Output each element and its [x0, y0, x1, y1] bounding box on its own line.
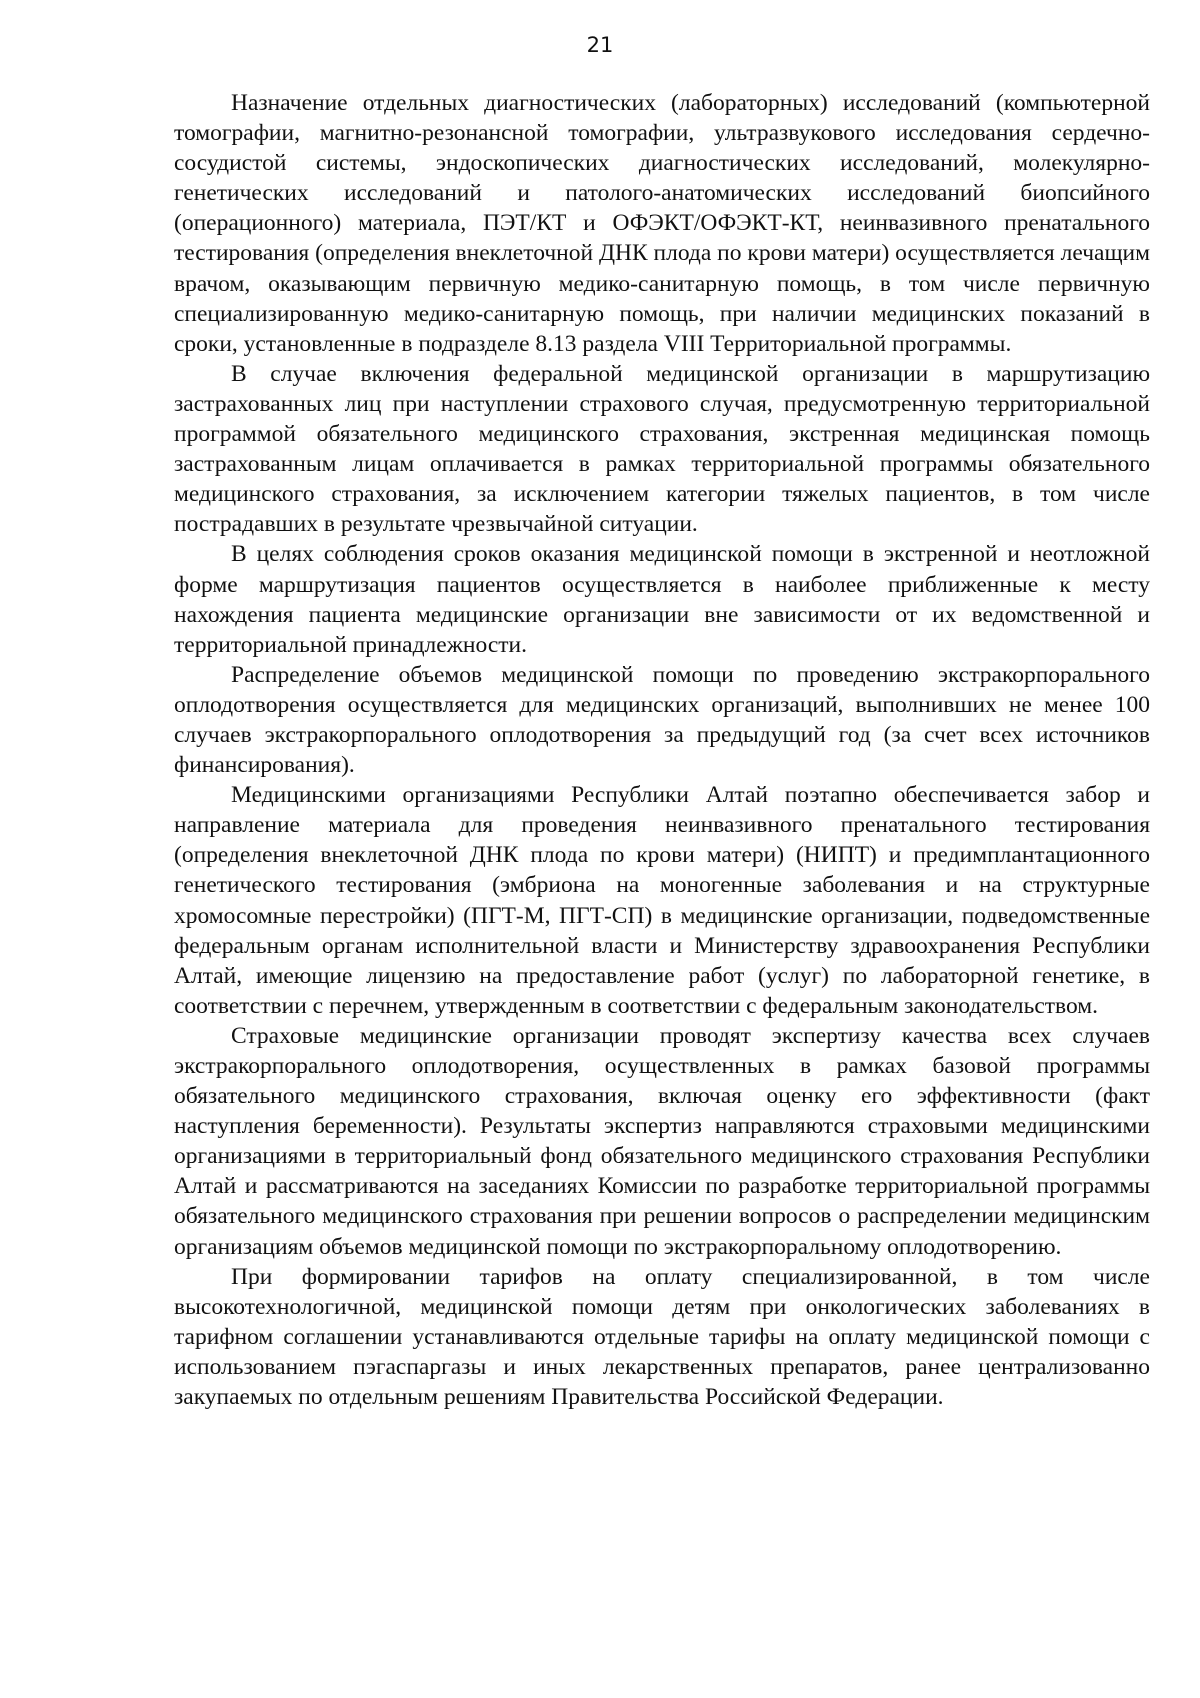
paragraph-ivf-volume: Распределение объемов медицинской помощи по проведению экстракорпорального оплодотворения осуществляется для медицинских организаций, выполнивших не менее 100 случаев экстракорпорального оплодотворения за предыдущий год (за счет всех источников финансирования). [174, 661, 1150, 779]
document-body [174, 88, 1150, 1412]
paragraph-ivf-expertise: Страховые медицинские организации проводят экспертизу качества всех случаев экстракорпорального оплодотворения, осуществленных в рамках базовой программы обязательного медицинского страхования, включая оценку его эффективности (факт наступления беременности). Результаты экспертиз направляются страховыми медицинскими организациями в территориальный фонд обязательного медицинского страхования Республики Алтай и рассматриваются на заседаниях Комиссии по разработке территориальной программы обязательного медицинского страхования при решении вопросов о распределении медицинским организациям объемов медицинской помощи по экстракорпоральному оплодотворению. [174, 1022, 1150, 1260]
paragraph-genetic-testing: Медицинскими организациями Республики Алтай поэтапно обеспечивается забор и направление материала для проведения неинвазивного пренатального тестирования (определения внеклеточной ДНК плода по крови матери) (НИПТ) и предимплантационного генетического тестирования (эмбриона на моногенные заболевания и на структурные хромосомные перестройки) (ПГТ-М, ПГТ-СП) в медицинские организации, подведомственные федеральным органам исполнительной власти и Министерству здравоохранения Республики Алтай, имеющие лицензию на предоставление работ (услуг) по лабораторной генетике, в соответствии с перечнем, утвержденным в соответствии с федеральным законодательством. [174, 782, 1150, 1019]
paragraph-emergency-routing: В целях соблюдения сроков оказания медицинской помощи в экстренной и неотложной форме маршрутизация пациентов осуществляется в наиболее приближенные к месту нахождения пациента медицинские организации вне зависимости от их ведомственной и территориальной принадлежности. [174, 541, 1150, 658]
paragraph-tariffs: При формировании тарифов на оплату специализированной, в том числе высокотехнологичной, медицинской помощи детям при онкологических заболеваниях в тарифном соглашении устанавливаются отдельные тарифы на оплату медицинской помощи с использованием пэгаспаргазы и иных лекарственных препаратов, ранее централизованно закупаемых по отдельным решениям Правительства Российской Федерации. [174, 1263, 1150, 1411]
page-number: 21 [586, 33, 614, 57]
paragraph-diagnostic-studies: Назначение отдельных диагностических (лабораторных) исследований (компьютерной томографии, магнитно-резонансной томографии, ультразвукового исследования сердечно-сосудистой системы, эндоскопических диагностических исследований, молекулярно-генетических исследований и патолого-анатомических исследований биопсийного (операционного) материала, ПЭТ/КТ и ОФЭКТ/ОФЭКТ-КТ, неинвазивного пренатального тестирования (определения внеклеточной ДНК плода по крови матери) осуществляется лечащим врачом, оказывающим первичную медико-санитарную помощь, в том числе первичную специализированную медико-санитарную помощь, при наличии медицинских показаний в сроки, установленные в подразделе 8.13 раздела VIII Территориальной программы. [174, 90, 1150, 357]
paragraph-federal-routing: В случае включения федеральной медицинской организации в маршрутизацию застрахованных лиц при наступлении страхового случая, предусмотренную территориальной программой обязательного медицинского страхования, экстренная медицинская помощь застрахованным лицам оплачивается в рамках территориальной программы обязательного медицинского страхования, за исключением категории тяжелых пациентов, в том числе пострадавших в результате чрезвычайной ситуации. [174, 360, 1150, 538]
